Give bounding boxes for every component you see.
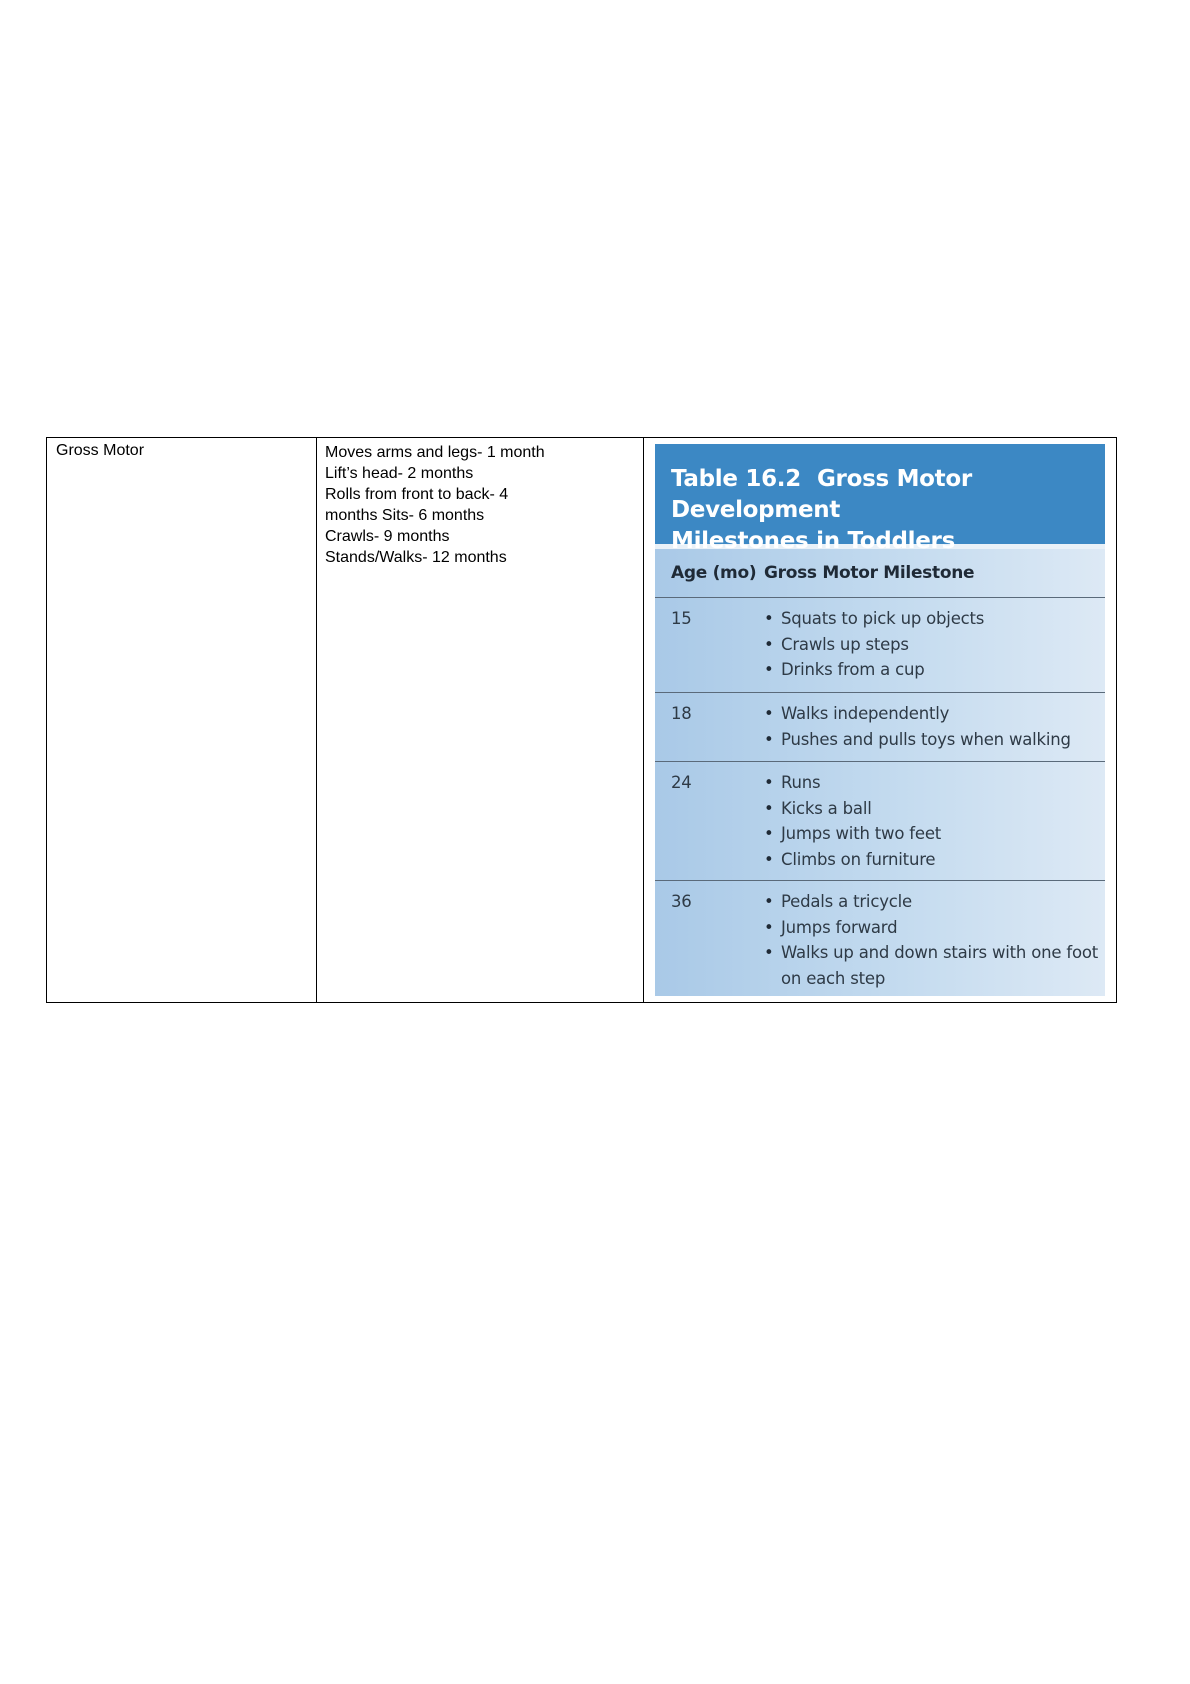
milestones-cell	[317, 438, 644, 1002]
milestone-item: • Drinks from a cup	[764, 657, 1105, 683]
figure-cell	[644, 438, 1116, 1002]
milestone-item: • Climbs on furniture	[764, 847, 1105, 873]
category-cell	[47, 438, 317, 1002]
row-age: 15	[671, 609, 692, 628]
figure-number: Table 16.2	[671, 466, 801, 492]
milestone-item: • Runs	[764, 770, 1105, 796]
row-age: 36	[671, 892, 692, 911]
milestone-list	[764, 701, 1105, 761]
figure-title-line1: Gross Motor Development	[671, 466, 972, 523]
milestone-item: • Kicks a ball	[764, 796, 1105, 822]
milestone-list	[764, 889, 1105, 997]
milestone-item: • Pedals a tricycle	[764, 889, 1105, 915]
milestone-table	[46, 437, 1117, 1003]
milestone-item: • Jumps forward	[764, 915, 1105, 941]
milestone-line: Moves arms and legs- 1 month	[325, 444, 545, 461]
row-age: 18	[671, 704, 692, 723]
age-column-header: Age (mo)	[671, 563, 757, 583]
figure-row	[655, 881, 1105, 997]
milestone-item: • Jumps with two feet	[764, 821, 1105, 847]
figure-title	[655, 444, 1105, 554]
figure-row	[655, 598, 1105, 693]
row-age: 24	[671, 773, 692, 792]
milestone-list	[764, 770, 1105, 880]
figure-title-line2: Milestones in Toddlers	[671, 528, 955, 554]
figure-row	[655, 762, 1105, 881]
milestone-column-header: Gross Motor Milestone	[764, 563, 975, 583]
milestone-line: Rolls from front to back- 4	[325, 486, 509, 503]
milestone-line: Lift’s head- 2 months	[325, 465, 474, 482]
milestone-item: • Crawls up steps	[764, 632, 1105, 658]
milestone-line: Crawls- 9 months	[325, 528, 450, 545]
milestone-item: • Walks up and down stairs with one foot on each step	[764, 940, 1105, 991]
milestone-list	[764, 606, 1105, 692]
figure-row	[655, 693, 1105, 762]
milestone-item: • Squats to pick up objects	[764, 606, 1105, 632]
gross-motor-milestones-figure	[655, 444, 1105, 996]
milestone-line: months Sits- 6 months	[325, 507, 485, 524]
category-label: Gross Motor	[56, 442, 145, 459]
milestone-line: Stands/Walks- 12 months	[325, 549, 507, 566]
milestone-item: • Pushes and pulls toys when walking	[764, 727, 1105, 753]
milestone-item: • Walks independently	[764, 701, 1105, 727]
